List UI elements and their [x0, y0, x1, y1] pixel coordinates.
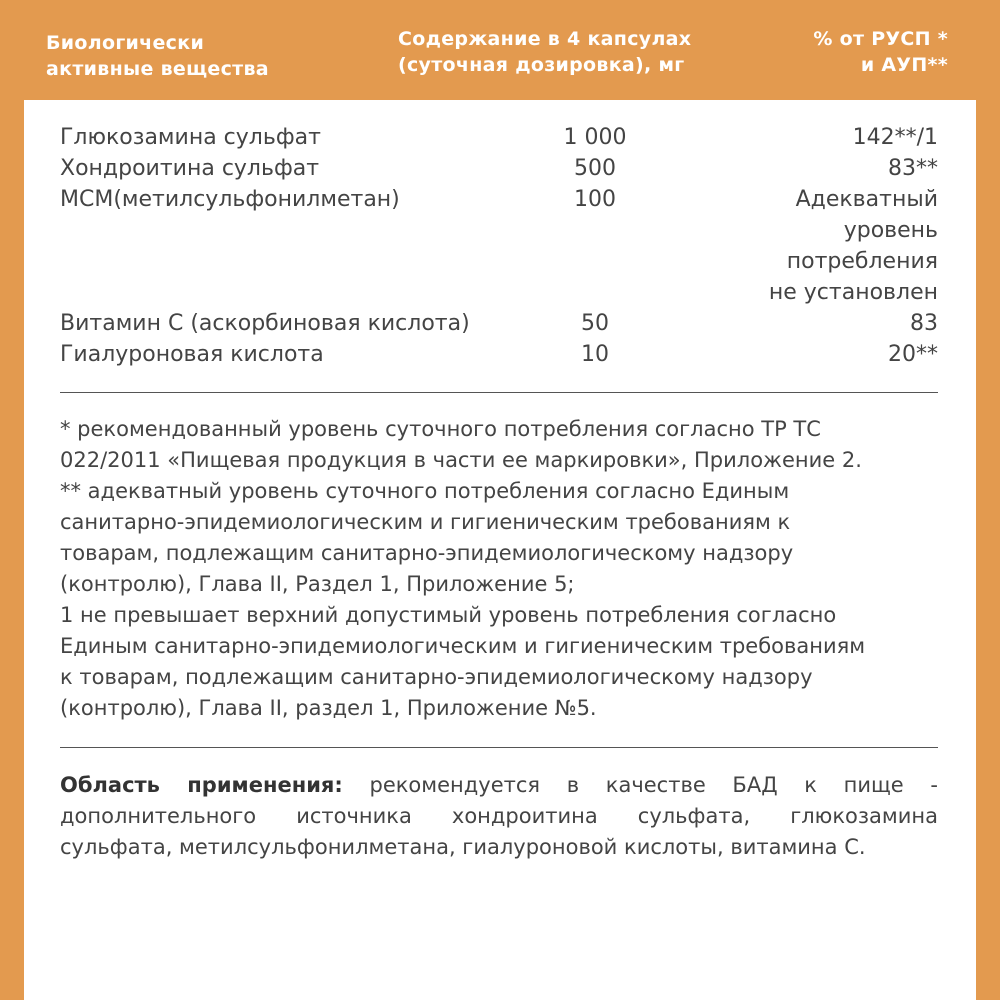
footnote-line: (контролю), Глава II, Раздел 1, Приложение 5; — [60, 572, 575, 596]
row-name: Витамин С (аскорбиновая кислота) — [60, 311, 470, 336]
divider-top — [60, 392, 938, 393]
header-content-line: Содержание в 4 капсулах — [398, 28, 692, 50]
usage-section — [60, 770, 938, 863]
header-content-line: (суточная дозировка), мг — [398, 54, 685, 76]
header-percent — [813, 26, 948, 78]
composition-table — [60, 122, 938, 370]
content-panel — [24, 100, 976, 1000]
row-amount: 500 — [574, 156, 616, 181]
usage-line — [60, 770, 938, 801]
row-percent-line: не установлен — [768, 280, 938, 305]
header-substances-line: активные вещества — [46, 58, 269, 80]
row-amount: 10 — [581, 342, 609, 367]
table-row — [60, 153, 938, 184]
header-substances — [46, 30, 269, 82]
row-percent-line: Адекватный — [795, 187, 938, 212]
table-row — [60, 308, 938, 339]
usage-label: Область применения: — [60, 773, 343, 797]
usage-line: дополнительного источника хондроитина сульфата, глюкозамина — [60, 804, 938, 828]
row-name: Хондроитина сульфат — [60, 156, 320, 181]
row-name: Гиалуроновая кислота — [60, 342, 324, 367]
usage-line: сульфата, метилсульфонилметана, гиалуроновой кислоты, витамина С. — [60, 835, 866, 859]
footnote-line: 1 не превышает верхний допустимый уровень потребления согласно — [60, 603, 837, 627]
footnote-line: к товарам, подлежащим санитарно-эпидемиологическому надзору — [60, 665, 813, 689]
footnote-line: 022/2011 «Пищевая продукция в части ее маркировки», Приложение 2. — [60, 448, 862, 472]
row-percent-line: уровень — [843, 218, 938, 243]
header-content — [398, 26, 691, 78]
footnote-line: * рекомендованный уровень суточного потребления согласно ТР ТС — [60, 417, 821, 441]
row-percent — [853, 122, 938, 153]
footnote-line: Единым санитарно-эпидемиологическим и гигиеническим требованиям — [60, 634, 866, 658]
table-row — [60, 184, 938, 308]
footnote-line: санитарно-эпидемиологическим и гигиеническим требованиям к — [60, 510, 791, 534]
header-percent-line: и АУП** — [860, 54, 948, 76]
row-percent-line: 83** — [888, 156, 938, 181]
header-substances-line: Биологически — [46, 32, 205, 54]
row-percent — [910, 308, 938, 339]
row-amount: 50 — [581, 311, 609, 336]
row-percent — [769, 184, 938, 308]
footnote-line: товарам, подлежащим санитарно-эпидемиологическому надзору — [60, 541, 794, 565]
header-percent-line: % от РУСП * — [813, 28, 948, 50]
row-name: МСМ(метилсульфонилметан) — [60, 187, 400, 212]
table-row — [60, 339, 938, 370]
row-percent-line: потребления — [786, 249, 938, 274]
row-name: Глюкозамина сульфат — [60, 125, 321, 150]
table-header — [0, 0, 1000, 100]
row-percent-line: 20** — [888, 342, 938, 367]
row-percent-line: 142**/1 — [852, 125, 938, 150]
footnotes — [60, 414, 938, 724]
footnote-line: ** адекватный уровень суточного потребления согласно Единым — [60, 479, 790, 503]
row-percent — [888, 153, 938, 184]
footnote-line: (контролю), Глава II, раздел 1, Приложение №5. — [60, 696, 597, 720]
divider-bottom — [60, 747, 938, 748]
row-percent-line: 83 — [910, 311, 938, 336]
table-row — [60, 122, 938, 153]
usage-text: рекомендуется в качестве БАД к пище - — [369, 773, 938, 797]
row-amount: 1 000 — [563, 125, 627, 150]
row-amount: 100 — [574, 187, 616, 212]
row-percent — [888, 339, 938, 370]
